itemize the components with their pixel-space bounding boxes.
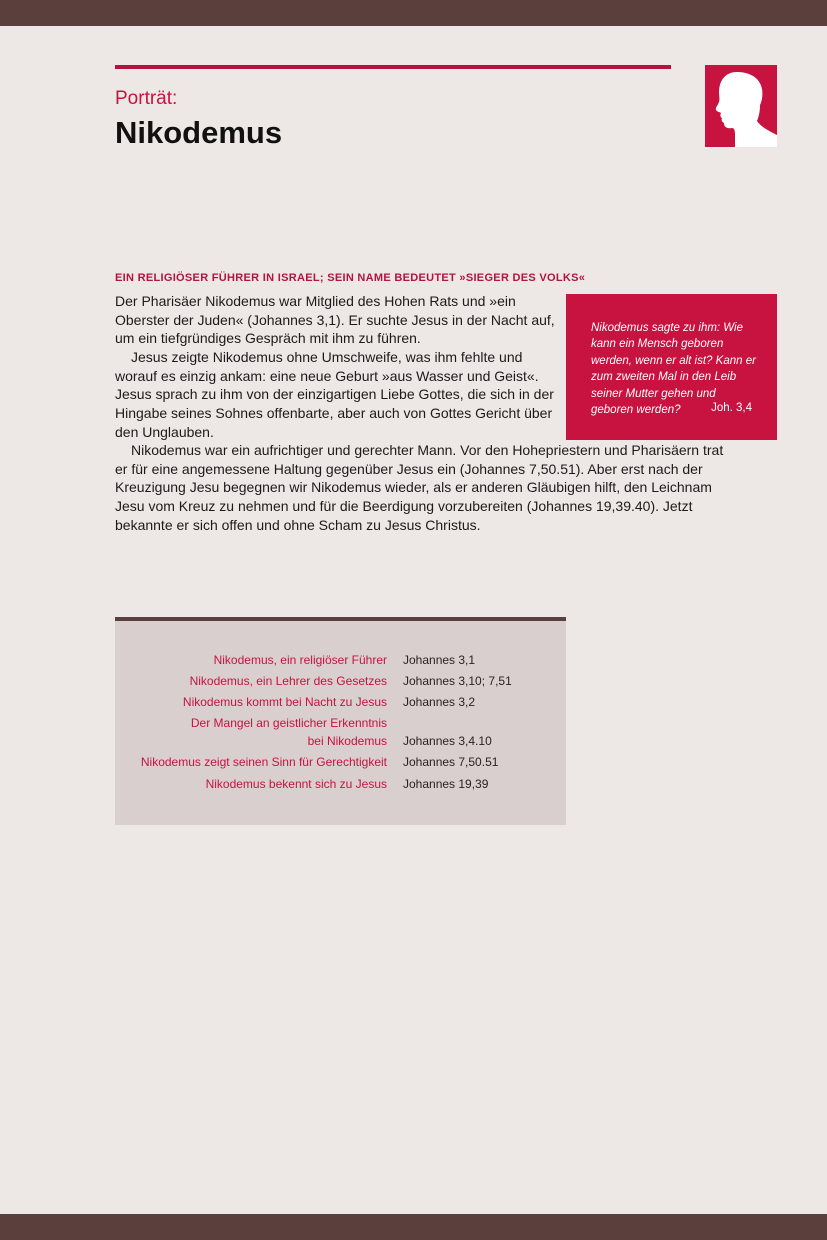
reference-citation: Johannes 19,39	[403, 777, 489, 791]
bible-quote-box	[566, 294, 777, 440]
reference-label: bei Nikodemus	[307, 734, 387, 748]
reference-citation: Johannes 3,4.10	[403, 734, 492, 748]
reference-label: Nikodemus, ein Lehrer des Gesetzes	[189, 674, 387, 688]
reference-citation: Johannes 3,2	[403, 695, 476, 709]
reference-citation: Johannes 3,1	[403, 653, 476, 667]
page-title: Nikodemus	[115, 115, 283, 150]
reference-citation: Johannes 7,50.51	[403, 755, 499, 769]
top-band	[0, 0, 827, 26]
reference-table	[115, 617, 566, 825]
section-kicker: Porträt:	[115, 88, 178, 109]
body-paragraph-1: Der Pharisäer Nikodemus war Mitglied des Hohen Rats und »ein Oberster der Juden« (Johannes 3,1). Er suchte Jesus in der Nacht auf, um ein tiefgründiges Gespräch mit ihm zu führen.	[115, 293, 555, 347]
reference-citation: Johannes 3,10; 7,51	[403, 674, 512, 688]
body-paragraph-3: Nikodemus war ein aufrichtiger und gerechter Mann. Vor den Hohepriestern und Pharisäern trat er für eine angemessene Haltung gegenüber Jesus ein (Johannes 7,50.51). Aber erst nach der Kreuzigung Jesu begegnen wir Nikodemus wieder, als er anderen Gläubigen hilft, den Leichnam Jesu vom Kreuz zu nehmen und für die Beerdigung vorzubereiten (Johannes 19,39.40). Jetzt bekannte er sich offen und ohne Scham zu Jesus Christus.	[115, 442, 724, 533]
portrait-badge	[705, 65, 777, 147]
reference-label: Nikodemus zeigt seinen Sinn für Gerechtigkeit	[140, 755, 387, 769]
person-head-silhouette-icon	[705, 65, 777, 147]
quote-reference: Joh. 3,4	[711, 402, 752, 414]
reference-label: Der Mangel an geistlicher Erkenntnis	[190, 716, 387, 730]
reference-label: Nikodemus bekennt sich zu Jesus	[205, 777, 387, 791]
quote-text: Nikodemus sagte zu ihm: Wie kann ein Mensch geboren werden, wenn er alt ist? Kann er zum zweiten Mal in den Leib seiner Mutter gehen und geboren werden?	[591, 322, 756, 417]
subheading: EIN RELIGIÖSER FÜHRER IN ISRAEL; SEIN NAME BEDEUTET »SIEGER DES VOLKS«	[115, 272, 586, 284]
body-paragraph-2: Jesus zeigte Nikodemus ohne Umschweife, was ihm fehlte und worauf es einzig ankam: eine neue Geburt »aus Wasser und Geist«. Jesus sprach zu ihm von der einzigartigen Liebe Gottes, die sich in der Hingabe seines Sohnes offenbarte, aber auch von Gottes Gericht über den Unglauben.	[115, 349, 554, 440]
reference-label: Nikodemus, ein religiöser Führer	[213, 653, 387, 667]
reference-label: Nikodemus kommt bei Nacht zu Jesus	[182, 695, 387, 709]
header-rule	[115, 65, 671, 69]
bottom-band	[0, 1214, 827, 1240]
